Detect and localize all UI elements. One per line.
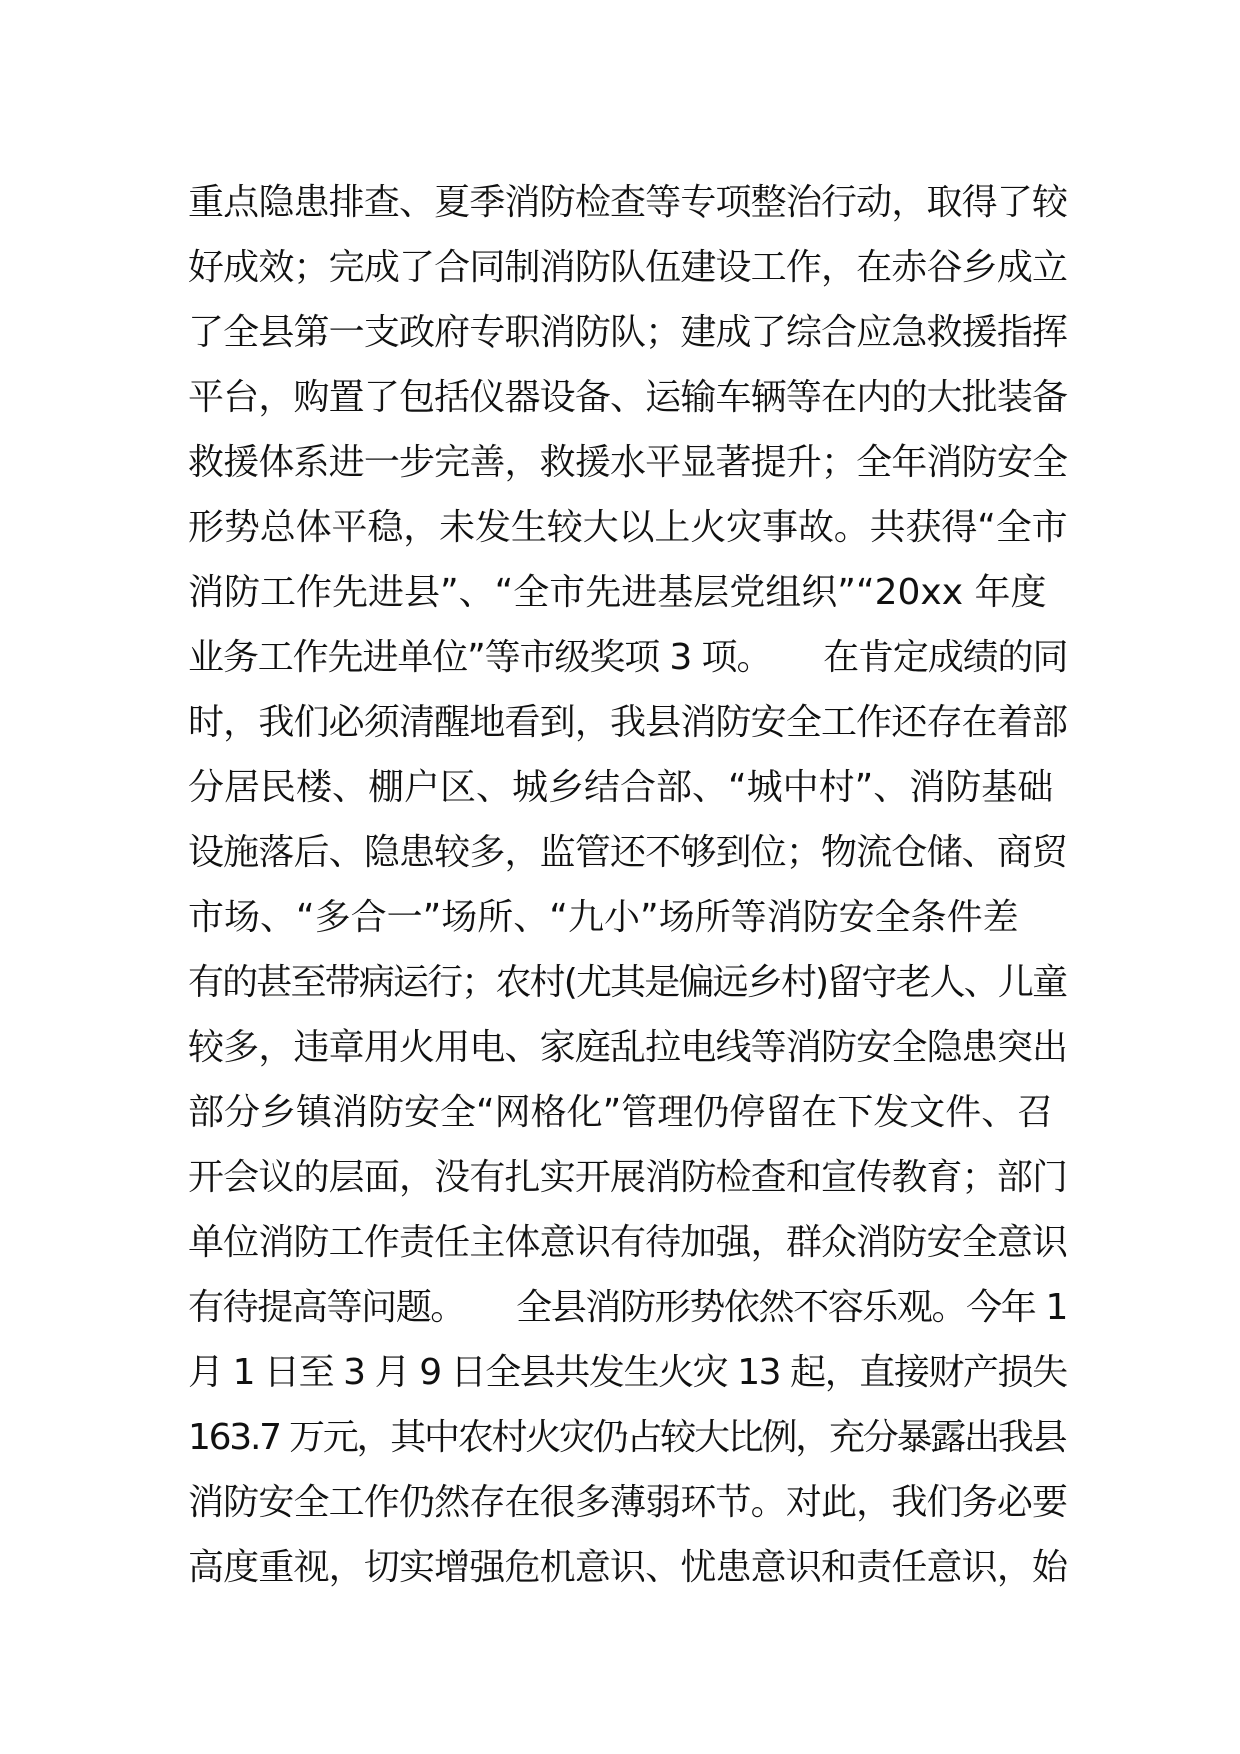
- text-line: 时，我们必须清醒地看到，我县消防安全工作还存在着部: [188, 702, 1068, 743]
- text-line: 业务工作先进单位”等市级奖项 3 项。 在肯定成绩的同: [188, 637, 1068, 678]
- text-line: 了全县第一支政府专职消防队；建成了综合应急救援指挥: [188, 312, 1068, 353]
- text-line: 月 1 日至 3 月 9 日全县共发生火灾 13 起，直接财产损失: [188, 1352, 1067, 1393]
- text-line: 好成效；完成了合同制消防队伍建设工作，在赤谷乡成立: [188, 247, 1068, 288]
- text-line: 开会议的层面，没有扎实开展消防检查和宣传教育；部门: [188, 1157, 1068, 1198]
- text-line: 高度重视，切实增强危机意识、忧患意识和责任意识，始: [188, 1547, 1068, 1588]
- text-line: 形势总体平稳，未发生较大以上火灾事故。共获得“全市: [188, 507, 1068, 548]
- text-line: 部分乡镇消防安全“网格化”管理仍停留在下发文件、召: [188, 1092, 1054, 1133]
- text-line: 市场、“多合一”场所、“九小”场所等消防安全条件差: [188, 897, 1019, 938]
- text-line: 较多，违章用火用电、家庭乱拉电线等消防安全隐患突出: [188, 1027, 1068, 1068]
- text-line: 有的甚至带病运行；农村(尤其是偏远乡村)留守老人、儿童: [188, 962, 1067, 1003]
- text-line: 单位消防工作责任主体意识有待加强，群众消防安全意识: [188, 1222, 1068, 1263]
- text-line: 有待提高等问题。 全县消防形势依然不容乐观。今年 1: [188, 1287, 1067, 1328]
- body-text: [188, 170, 1068, 1600]
- text-line: 分居民楼、棚户区、城乡结合部、“城中村”、消防基础: [188, 767, 1054, 808]
- text-line: 消防工作先进县”、“全市先进基层党组织”“20xx 年度: [188, 572, 1047, 613]
- text-line: 消防安全工作仍然存在很多薄弱环节。对此，我们务必要: [188, 1482, 1068, 1523]
- text-line: 救援体系进一步完善，救援水平显著提升；全年消防安全: [188, 442, 1068, 483]
- text-line: 163.7 万元，其中农村火灾仍占较大比例，充分暴露出我县: [188, 1417, 1066, 1458]
- text-line: 设施落后、隐患较多，监管还不够到位；物流仓储、商贸: [188, 832, 1068, 873]
- text-line: 平台，购置了包括仪器设备、运输车辆等在内的大批装备: [188, 377, 1068, 418]
- text-line: 重点隐患排查、夏季消防检查等专项整治行动，取得了较: [188, 182, 1068, 223]
